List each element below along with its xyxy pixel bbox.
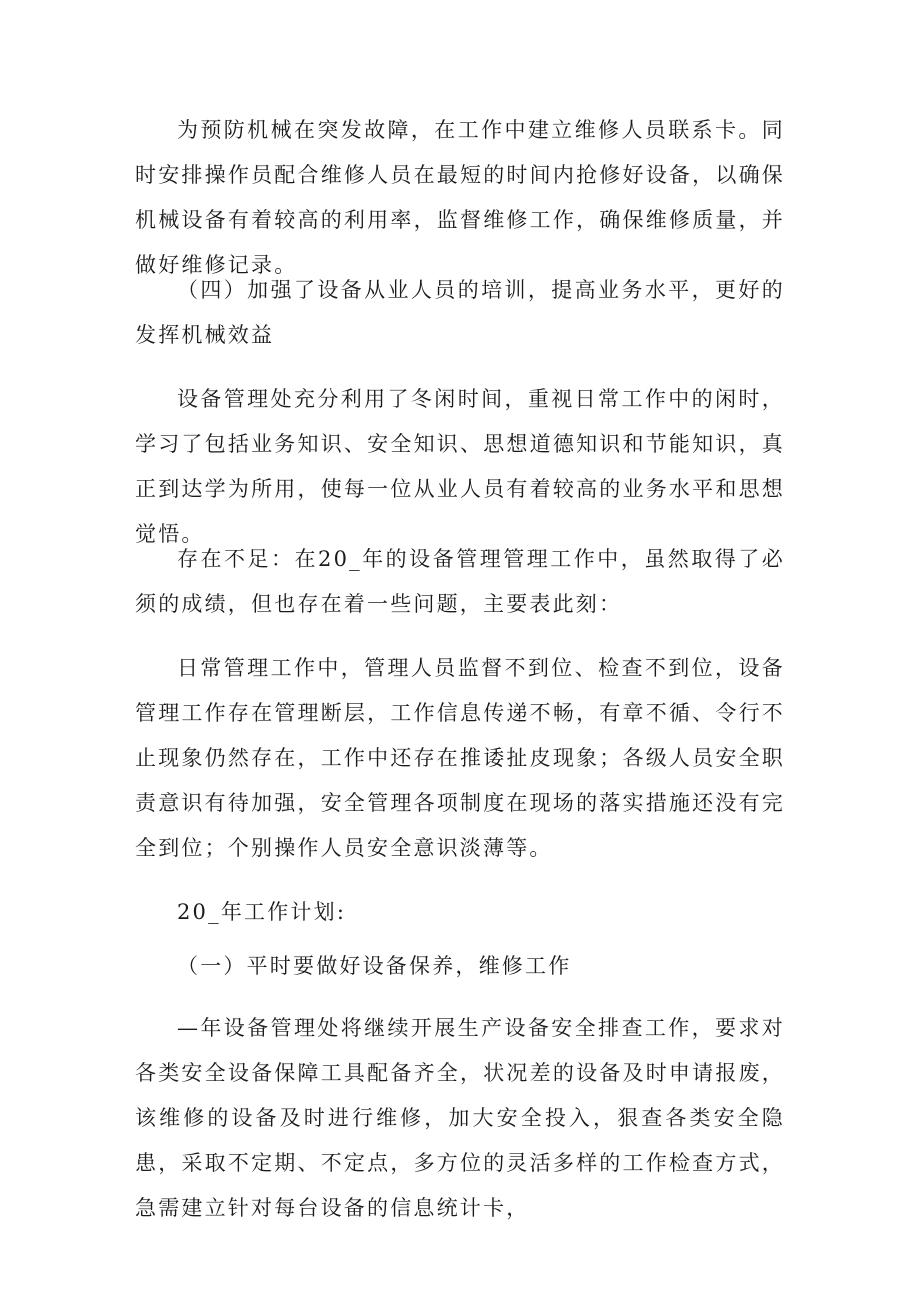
paragraph-training: 设备管理处充分利用了冬闲时间，重视日常工作中的闲时，学习了包括业务知识、安全知识、思想道德知识和节能知识，真正到达学为所用，使每一位从业人员有着较高的业务水平和思想觉悟。 xyxy=(135,387,785,546)
section-heading-training: （四）加强了设备从业人员的培训，提高业务水平，更好的发挥机械效益 xyxy=(135,278,785,347)
paragraph-management-issues: 日常管理工作中，管理人员监督不到位、检查不到位，设备管理工作存在管理断层，工作信息传递不畅，有章不循、令行不止现象仍然存在，工作中还存在推诿扯皮现象；各级人员安全职责意识有待加强，安全管理各项制度在现场的落实措施还没有完全到位；个别操作人员安全意识淡薄等。 xyxy=(135,656,785,860)
heading-work-plan: 20_年工作计划: xyxy=(177,900,347,924)
paragraph-safety-inspection: —年设备管理处将继续开展生产设备安全排查工作，要求对各类安全设备保障工具配备齐全，状况差的设备及时申请报废，该维修的设备及时进行维修，加大安全投入，狠查各类安全隐患，采取不定期、不定点，多方位的灵活多样的工作检查方式，急需建立针对每台设备的信息统计卡， xyxy=(135,1016,785,1220)
paragraph-repair-contact: 为预防机械在突发故障，在工作中建立维修人员联系卡。同时安排操作员配合维修人员在最短的时间内抢修好设备，以确保机械设备有着较高的利用率，监督维修工作，确保维修质量，并做好维修记录。 xyxy=(135,118,785,277)
section-heading-maintenance: （一）平时要做好设备保养，维修工作 xyxy=(177,954,572,978)
paragraph-shortcomings: 存在不足：在20_年的设备管理管理工作中，虽然取得了必须的成绩，但也存在着一些问题，主要表此刻： xyxy=(135,547,785,616)
